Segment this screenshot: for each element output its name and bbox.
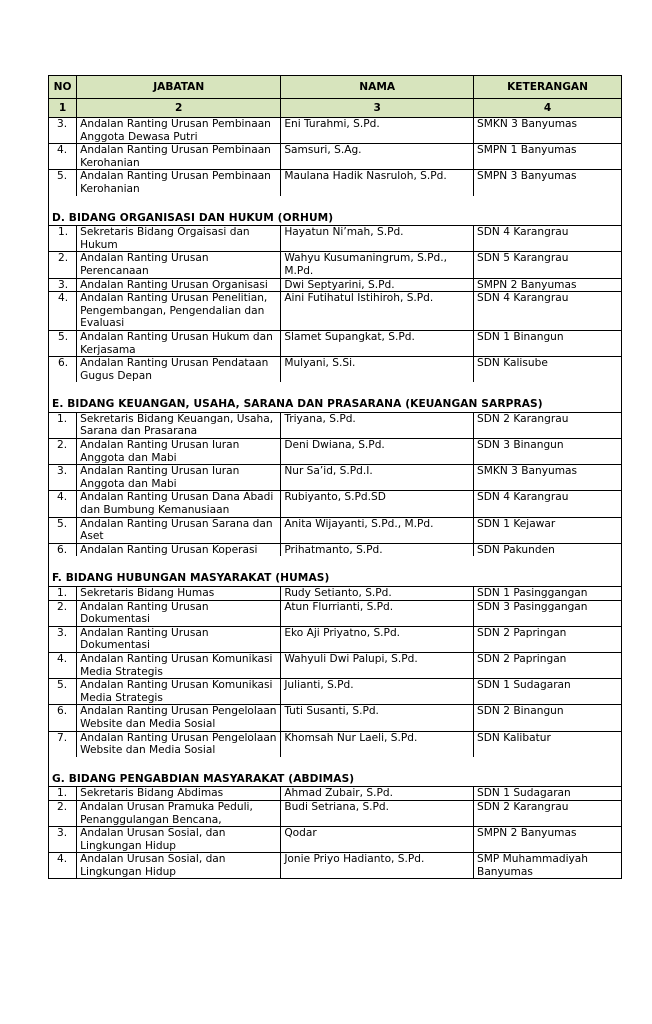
cell-nama: Budi Setriana, S.Pd.	[281, 800, 474, 826]
cell-jabatan: Andalan Urusan Sosial, dan Lingkungan Hidup	[77, 853, 281, 879]
cell-keterangan: SMP Muhammadiyah Banyumas	[474, 853, 622, 879]
cell-keterangan: SDN 5 Karangrau	[474, 252, 622, 278]
cell-jabatan: Andalan Ranting Urusan Penelitian, Pengembangan, Pengendalian dan Evaluasi	[77, 292, 281, 331]
cell-no: 5.	[49, 517, 77, 543]
cell-jabatan: Andalan Ranting Urusan Iuran Anggota dan Mabi	[77, 465, 281, 491]
cell-jabatan: Andalan Ranting Urusan Dana Abadi dan Bumbung Kemanusiaan	[77, 491, 281, 517]
table-row	[49, 853, 622, 879]
cell-jabatan: Andalan Urusan Sosial, dan Lingkungan Hidup	[77, 827, 281, 853]
table-row	[49, 543, 622, 556]
cell-no: 7.	[49, 731, 77, 757]
table-row	[49, 278, 622, 292]
cell-no: 4.	[49, 652, 77, 678]
cell-nama: Atun Flurrianti, S.Pd.	[281, 600, 474, 626]
section-title: F. BIDANG HUBUNGAN MASYARAKAT (HUMAS)	[49, 556, 622, 586]
cell-keterangan: SDN 4 Karangrau	[474, 292, 622, 331]
header-number-jabatan: 2	[77, 99, 281, 118]
cell-jabatan: Andalan Ranting Urusan Pengelolaan Website dan Media Sosial	[77, 705, 281, 731]
cell-keterangan: SDN 1 Sudagaran	[474, 787, 622, 801]
cell-jabatan: Andalan Ranting Urusan Komunikasi Media Strategis	[77, 652, 281, 678]
cell-keterangan: SMPN 2 Banyumas	[474, 278, 622, 292]
header-number-nama: 3	[281, 99, 474, 118]
cell-no: 2.	[49, 800, 77, 826]
cell-no: 2.	[49, 439, 77, 465]
cell-no: 2.	[49, 252, 77, 278]
cell-jabatan: Andalan Ranting Urusan Sarana dan Aset	[77, 517, 281, 543]
cell-jabatan: Sekretaris Bidang Orgaisasi dan Hukum	[77, 226, 281, 252]
cell-keterangan: SDN 2 Karangrau	[474, 412, 622, 438]
cell-keterangan: SMPN 1 Banyumas	[474, 144, 622, 170]
cell-keterangan: SDN 1 Sudagaran	[474, 679, 622, 705]
cell-no: 3.	[49, 626, 77, 652]
table-body	[49, 118, 622, 879]
cell-keterangan: SDN 2 Papringan	[474, 652, 622, 678]
table-row	[49, 465, 622, 491]
cell-jabatan: Sekretaris Bidang Abdimas	[77, 787, 281, 801]
cell-nama: Tuti Susanti, S.Pd.	[281, 705, 474, 731]
section-title: E. BIDANG KEUANGAN, USAHA, SARANA DAN PRASARANA (KEUANGAN SARPRAS)	[49, 382, 622, 412]
cell-jabatan: Andalan Ranting Urusan Pendataan Gugus Depan	[77, 357, 281, 383]
cell-jabatan: Andalan Ranting Urusan Pembinaan Kerohanian	[77, 144, 281, 170]
cell-nama: Rudy Setianto, S.Pd.	[281, 587, 474, 601]
cell-keterangan: SDN 1 Binangun	[474, 330, 622, 356]
table-row	[49, 705, 622, 731]
header-no: NO	[49, 76, 77, 99]
cell-keterangan: SDN Kalibatur	[474, 731, 622, 757]
cell-keterangan: SMPN 2 Banyumas	[474, 827, 622, 853]
cell-no: 3.	[49, 465, 77, 491]
cell-nama: Hayatun Ni’mah, S.Pd.	[281, 226, 474, 252]
document-page	[48, 75, 622, 879]
cell-no: 4.	[49, 144, 77, 170]
section-title: D. BIDANG ORGANISASI DAN HUKUM (ORHUM)	[49, 196, 622, 226]
table-row	[49, 679, 622, 705]
cell-no: 6.	[49, 705, 77, 731]
cell-nama: Aini Futihatul Istihiroh, S.Pd.	[281, 292, 474, 331]
cell-nama: Ahmad Zubair, S.Pd.	[281, 787, 474, 801]
cell-nama: Nur Sa’id, S.Pd.I.	[281, 465, 474, 491]
header-row	[49, 76, 622, 99]
cell-no: 1.	[49, 787, 77, 801]
section-heading-row	[49, 556, 622, 586]
table-row	[49, 439, 622, 465]
table-row	[49, 517, 622, 543]
cell-keterangan: SMPN 3 Banyumas	[474, 170, 622, 196]
cell-nama: Rubiyanto, S.Pd.SD	[281, 491, 474, 517]
cell-jabatan: Andalan Urusan Pramuka Peduli, Penanggulangan Bencana,	[77, 800, 281, 826]
cell-nama: Eko Aji Priyatno, S.Pd.	[281, 626, 474, 652]
section-title: G. BIDANG PENGABDIAN MASYARAKAT (ABDIMAS)	[49, 757, 622, 787]
cell-no: 3.	[49, 118, 77, 144]
cell-keterangan: SDN Kalisube	[474, 357, 622, 383]
cell-keterangan: SMKN 3 Banyumas	[474, 465, 622, 491]
cell-no: 4.	[49, 292, 77, 331]
cell-no: 1.	[49, 226, 77, 252]
cell-jabatan: Andalan Ranting Urusan Perencanaan	[77, 252, 281, 278]
table-row	[49, 292, 622, 331]
cell-nama: Slamet Supangkat, S.Pd.	[281, 330, 474, 356]
cell-keterangan: SDN 1 Pasinggangan	[474, 587, 622, 601]
cell-no: 3.	[49, 827, 77, 853]
cell-no: 4.	[49, 491, 77, 517]
table-row	[49, 600, 622, 626]
cell-nama: Julianti, S.Pd.	[281, 679, 474, 705]
cell-jabatan: Andalan Ranting Urusan Pembinaan Kerohanian	[77, 170, 281, 196]
cell-nama: Prihatmanto, S.Pd.	[281, 543, 474, 556]
cell-keterangan: SDN 3 Pasinggangan	[474, 600, 622, 626]
cell-nama: Khomsah Nur Laeli, S.Pd.	[281, 731, 474, 757]
cell-no: 6.	[49, 543, 77, 556]
table-row	[49, 652, 622, 678]
header-jabatan: JABATAN	[77, 76, 281, 99]
table-row	[49, 491, 622, 517]
cell-no: 4.	[49, 853, 77, 879]
section-heading-row	[49, 196, 622, 226]
cell-jabatan: Sekretaris Bidang Keuangan, Usaha, Sarana dan Prasarana	[77, 412, 281, 438]
cell-no: 3.	[49, 278, 77, 292]
cell-keterangan: SDN 2 Binangun	[474, 705, 622, 731]
cell-no: 5.	[49, 330, 77, 356]
cell-keterangan: SDN 2 Karangrau	[474, 800, 622, 826]
cell-nama: Samsuri, S.Ag.	[281, 144, 474, 170]
header-number-no: 1	[49, 99, 77, 118]
cell-keterangan: SDN 4 Karangrau	[474, 226, 622, 252]
cell-no: 5.	[49, 170, 77, 196]
cell-jabatan: Andalan Ranting Urusan Dokumentasi	[77, 626, 281, 652]
table-row	[49, 827, 622, 853]
table-row	[49, 800, 622, 826]
cell-keterangan: SDN Pakunden	[474, 543, 622, 556]
cell-jabatan: Sekretaris Bidang Humas	[77, 587, 281, 601]
cell-nama: Qodar	[281, 827, 474, 853]
header-number-keterangan: 4	[474, 99, 622, 118]
cell-nama: Triyana, S.Pd.	[281, 412, 474, 438]
cell-jabatan: Andalan Ranting Urusan Komunikasi Media Strategis	[77, 679, 281, 705]
cell-nama: Wahyuli Dwi Palupi, S.Pd.	[281, 652, 474, 678]
table-row	[49, 587, 622, 601]
table-row	[49, 626, 622, 652]
cell-jabatan: Andalan Ranting Urusan Hukum dan Kerjasama	[77, 330, 281, 356]
cell-no: 6.	[49, 357, 77, 383]
committee-table	[48, 75, 622, 879]
cell-nama: Maulana Hadik Nasruloh, S.Pd.	[281, 170, 474, 196]
table-row	[49, 252, 622, 278]
cell-jabatan: Andalan Ranting Urusan Pengelolaan Website dan Media Sosial	[77, 731, 281, 757]
table-row	[49, 330, 622, 356]
cell-jabatan: Andalan Ranting Urusan Iuran Anggota dan Mabi	[77, 439, 281, 465]
table-row	[49, 357, 622, 383]
header-keterangan: KETERANGAN	[474, 76, 622, 99]
section-heading-row	[49, 757, 622, 787]
cell-jabatan: Andalan Ranting Urusan Dokumentasi	[77, 600, 281, 626]
cell-no: 2.	[49, 600, 77, 626]
cell-keterangan: SDN 1 Kejawar	[474, 517, 622, 543]
cell-nama: Deni Dwiana, S.Pd.	[281, 439, 474, 465]
cell-no: 1.	[49, 412, 77, 438]
table-row	[49, 144, 622, 170]
header-nama: NAMA	[281, 76, 474, 99]
cell-nama: Jonie Priyo Hadianto, S.Pd.	[281, 853, 474, 879]
cell-jabatan: Andalan Ranting Urusan Pembinaan Anggota Dewasa Putri	[77, 118, 281, 144]
cell-nama: Wahyu Kusumaningrum, S.Pd., M.Pd.	[281, 252, 474, 278]
table-row	[49, 731, 622, 757]
table-row	[49, 412, 622, 438]
cell-no: 5.	[49, 679, 77, 705]
table-row	[49, 118, 622, 144]
cell-keterangan: SDN 4 Karangrau	[474, 491, 622, 517]
cell-nama: Eni Turahmi, S.Pd.	[281, 118, 474, 144]
cell-nama: Anita Wijayanti, S.Pd., M.Pd.	[281, 517, 474, 543]
cell-keterangan: SMKN 3 Banyumas	[474, 118, 622, 144]
table-row	[49, 226, 622, 252]
cell-keterangan: SDN 3 Binangun	[474, 439, 622, 465]
cell-jabatan: Andalan Ranting Urusan Organisasi	[77, 278, 281, 292]
cell-nama: Dwi Septyarini, S.Pd.	[281, 278, 474, 292]
cell-jabatan: Andalan Ranting Urusan Koperasi	[77, 543, 281, 556]
table-row	[49, 170, 622, 196]
header-number-row	[49, 99, 622, 118]
cell-nama: Mulyani, S.Si.	[281, 357, 474, 383]
cell-no: 1.	[49, 587, 77, 601]
section-heading-row	[49, 382, 622, 412]
table-row	[49, 787, 622, 801]
cell-keterangan: SDN 2 Papringan	[474, 626, 622, 652]
